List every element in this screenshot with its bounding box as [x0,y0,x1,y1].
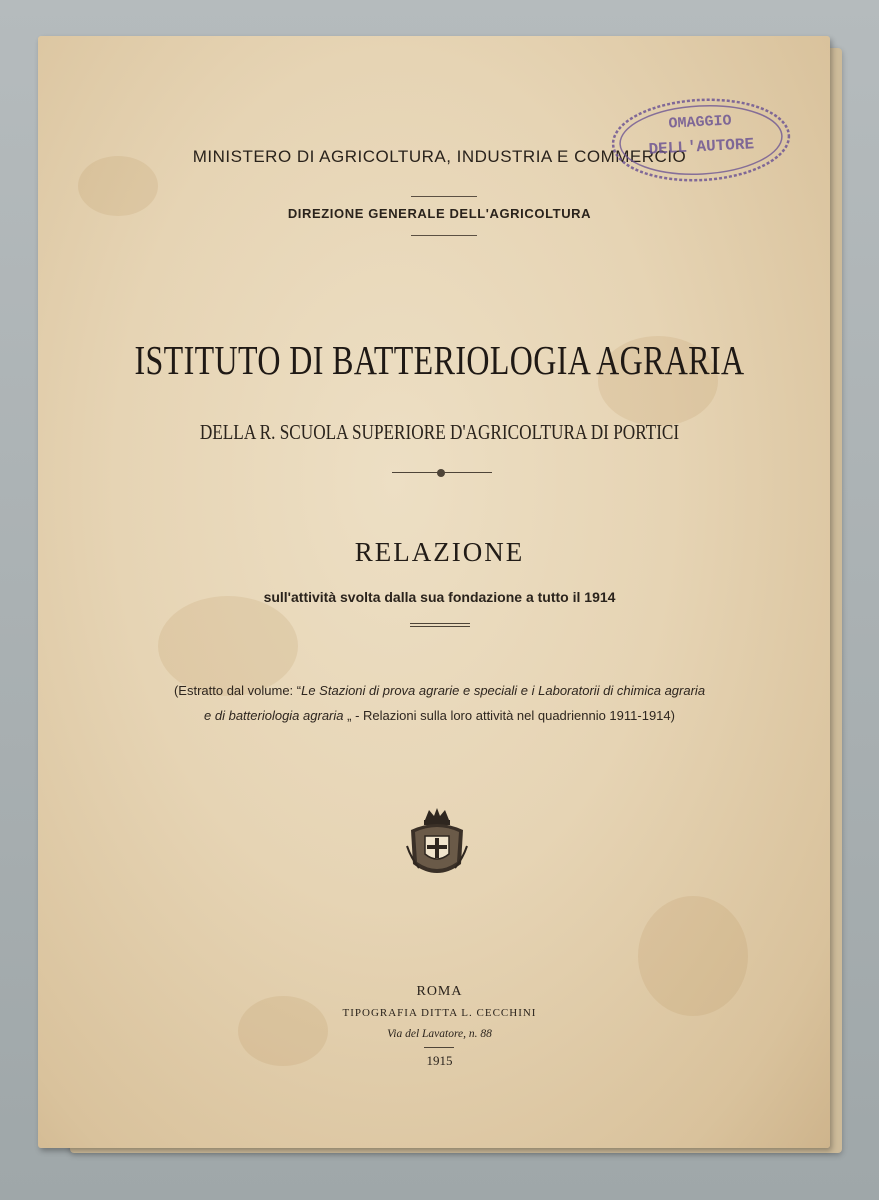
extract-suffix: „ - Relazioni sulla loro attività nel quadriennio 1911-1914) [347,708,675,723]
extract-title-part1: Le Stazioni di prova agrarie e speciali e i Laboratorii di chimica agraria [301,683,706,698]
subtitle: DELLA R. SCUOLA SUPERIORE D'AGRICOLTURA DI PORTICI [199,420,680,444]
stamp-line1: OMAGGIO [668,112,732,133]
ornament-dot [437,469,445,477]
extract-note-line1 [0,683,879,698]
report-description: sull'attività svolta dalla sua fondazione a tutto il 1914 [263,589,616,605]
ministry-heading: MINISTERO DI AGRICOLTURA, INDUSTRIA E COMMERCIO [192,147,687,166]
royal-crest-icon [405,806,469,882]
report-heading: RELAZIONE [354,537,525,567]
extract-note-line2 [0,708,879,723]
divider-rule [411,196,477,197]
direzione-heading: DIREZIONE GENERALE DELL'AGRICOLTURA [287,206,592,221]
imprint-address: Via del Lavatore, n. 88 [387,1028,492,1040]
imprint-printer: TIPOGRAFIA DITTA L. CECCHINI [342,1007,537,1019]
imprint-year: 1915 [426,1053,453,1068]
double-rule [410,623,470,627]
divider-rule [411,235,477,236]
extract-title-part2: e di batteriologia agraria [204,708,344,723]
extract-prefix: (Estratto dal volume: “ [173,683,302,698]
omaggio-stamp [606,89,797,191]
foxing-spot [158,596,298,696]
imprint-city: ROMA [416,984,463,999]
stamp-line2: DELL'AUTORE [648,135,755,159]
main-title: ISTITUTO DI BATTERIOLOGIA AGRARIA [134,337,745,383]
imprint-rule [424,1047,454,1048]
